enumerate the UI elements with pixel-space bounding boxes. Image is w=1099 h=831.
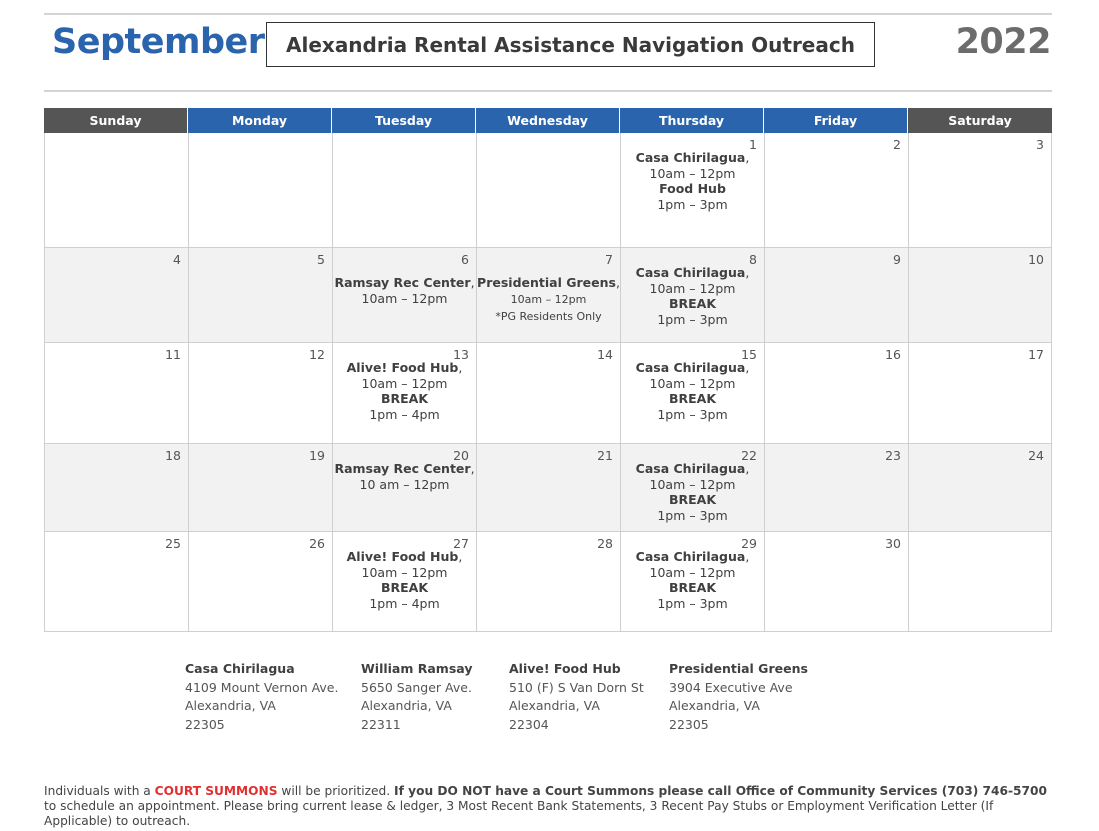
- day-number: 22: [741, 448, 757, 463]
- day-number: 17: [1028, 347, 1044, 362]
- event-time: 1pm – 4pm: [369, 595, 440, 611]
- event-time: 1pm – 3pm: [657, 196, 728, 212]
- event-time: 1pm – 3pm: [657, 595, 728, 611]
- day-cell: [44, 343, 188, 443]
- day-number: 9: [893, 252, 901, 267]
- event-time: 1pm – 3pm: [657, 311, 728, 327]
- event-location: [621, 296, 764, 312]
- event-location: [621, 360, 764, 376]
- event-block: [621, 461, 764, 523]
- location-zip: 22305: [185, 716, 225, 732]
- location-name: Casa Chirilagua: [185, 661, 295, 676]
- location-address-casa: [185, 660, 338, 734]
- event-name: BREAK: [668, 580, 717, 595]
- event-block: [621, 150, 764, 212]
- day-number: 5: [317, 252, 325, 267]
- year-title: 2022: [955, 22, 1051, 62]
- day-cell: [44, 532, 188, 631]
- event-location: [621, 549, 764, 565]
- day-cell: [908, 343, 1052, 443]
- day-cell: [332, 343, 476, 443]
- event-block: [621, 265, 764, 327]
- day-number: 29: [741, 536, 757, 551]
- weekday-header: Wednesday: [476, 108, 620, 133]
- event-time: 1pm – 4pm: [369, 406, 440, 422]
- event-name: Food Hub: [659, 181, 726, 196]
- event-location: [621, 461, 764, 477]
- day-number: 21: [597, 448, 613, 463]
- event-location: [621, 580, 764, 596]
- event-location: [333, 549, 476, 565]
- footer-text: Individuals with a: [44, 784, 155, 798]
- day-number: 14: [597, 347, 613, 362]
- event-time: 10am – 12pm: [649, 280, 736, 296]
- court-summons-highlight: COURT SUMMONS: [154, 784, 278, 798]
- day-cell: [908, 532, 1052, 631]
- day-cell: [44, 248, 188, 342]
- week-row: [44, 444, 1052, 532]
- day-cell: [44, 444, 188, 531]
- day-number: 20: [453, 448, 469, 463]
- day-cell: [908, 133, 1052, 247]
- event-punct: ,: [458, 360, 463, 375]
- day-cell: [44, 133, 188, 247]
- location-name: Presidential Greens: [669, 661, 808, 676]
- day-cell: [908, 248, 1052, 342]
- day-number: 6: [461, 252, 469, 267]
- event-punct: ,: [745, 265, 750, 280]
- day-cell: [188, 133, 332, 247]
- location-name: Alive! Food Hub: [509, 661, 621, 676]
- weekday-header: Tuesday: [332, 108, 476, 133]
- day-cell: [764, 444, 908, 531]
- event-location: [333, 461, 476, 477]
- calendar-title-box: [266, 22, 875, 67]
- event-block: [333, 549, 476, 611]
- event-time: 10am – 12pm: [361, 290, 448, 306]
- location-address-ramsay: [361, 660, 472, 734]
- event-block: [333, 275, 476, 306]
- day-cell: [332, 248, 476, 342]
- event-name: Alive! Food Hub: [346, 549, 459, 564]
- location-street: 5650 Sanger Ave.: [361, 679, 472, 695]
- event-name: Alive! Food Hub: [346, 360, 459, 375]
- location-address-presidential: [669, 660, 808, 734]
- event-location: [621, 391, 764, 407]
- day-number: 18: [165, 448, 181, 463]
- event-time: 10am – 12pm: [361, 564, 448, 580]
- day-cell: [476, 444, 620, 531]
- day-cell: [476, 248, 620, 342]
- footer-text: to schedule an appointment. Please bring current lease & ledger, 3 Most Recent Bank Statements, 3 Recent Pay Stubs or Employment Verification Letter (If Applicable) to outreach.: [44, 799, 994, 828]
- weekday-header: Friday: [764, 108, 908, 133]
- event-time: 10 am – 12pm: [359, 476, 450, 492]
- week-row: [44, 532, 1052, 632]
- day-number: 10: [1028, 252, 1044, 267]
- day-cell: [476, 532, 620, 631]
- weekday-header: Saturday: [908, 108, 1052, 133]
- event-name: Presidential Greens: [477, 275, 616, 290]
- event-name: Casa Chirilagua: [635, 265, 746, 280]
- location-name: William Ramsay: [361, 661, 473, 676]
- calendar-title: Alexandria Rental Assistance Navigation Outreach: [286, 32, 855, 57]
- location-city: Alexandria, VA: [185, 698, 276, 713]
- event-name: Casa Chirilagua: [635, 461, 746, 476]
- day-cell: [188, 444, 332, 531]
- weekday-header-row: [44, 108, 1052, 133]
- footer-note: [44, 784, 1054, 829]
- event-punct: ,: [470, 461, 475, 476]
- event-name: BREAK: [380, 580, 429, 595]
- day-cell: [332, 444, 476, 531]
- week-row: [44, 248, 1052, 343]
- event-punct: ,: [745, 461, 750, 476]
- location-city: Alexandria, VA: [361, 698, 452, 713]
- day-number: 4: [173, 252, 181, 267]
- day-number: 28: [597, 536, 613, 551]
- weekday-header: Monday: [188, 108, 332, 133]
- day-number: 15: [741, 347, 757, 362]
- event-time: 10am – 12pm: [649, 165, 736, 181]
- month-title: September: [52, 22, 265, 62]
- day-cell: [908, 444, 1052, 531]
- event-block: [621, 360, 764, 422]
- day-cell: [188, 532, 332, 631]
- day-number: 16: [885, 347, 901, 362]
- day-number: 7: [605, 252, 613, 267]
- top-rule: [44, 13, 1052, 15]
- day-number: 3: [1036, 137, 1044, 152]
- location-zip: 22305: [669, 716, 709, 732]
- event-location: [621, 265, 764, 281]
- event-block: [621, 549, 764, 611]
- day-cell: [332, 133, 476, 247]
- day-number: 19: [309, 448, 325, 463]
- day-number: 12: [309, 347, 325, 362]
- day-number: 30: [885, 536, 901, 551]
- event-location: [621, 492, 764, 508]
- day-cell: [188, 248, 332, 342]
- day-number: 24: [1028, 448, 1044, 463]
- week-row: [44, 133, 1052, 248]
- location-street: 510 (F) S Van Dorn St: [509, 679, 644, 695]
- footer-text: will be prioritized.: [277, 784, 395, 798]
- day-cell: [764, 343, 908, 443]
- event-name: Casa Chirilagua: [635, 549, 746, 564]
- day-cell: [620, 343, 764, 443]
- event-location: [333, 580, 476, 596]
- event-name: BREAK: [668, 296, 717, 311]
- location-zip: 22311: [361, 716, 401, 732]
- calendar-grid: [44, 108, 1052, 632]
- day-cell: [620, 133, 764, 247]
- day-number: 23: [885, 448, 901, 463]
- event-time: 10am – 12pm: [649, 375, 736, 391]
- event-location: [621, 150, 764, 166]
- event-location: [333, 275, 476, 291]
- location-street: 3904 Executive Ave: [669, 679, 793, 695]
- event-location: [333, 360, 476, 376]
- event-punct: ,: [470, 275, 475, 290]
- event-time: 10am – 12pm: [510, 292, 587, 306]
- event-punct: ,: [615, 275, 620, 290]
- location-address-alive: [509, 660, 644, 734]
- day-number: 8: [749, 252, 757, 267]
- event-name: BREAK: [668, 391, 717, 406]
- weekday-header: Sunday: [44, 108, 188, 133]
- day-cell: [620, 248, 764, 342]
- day-cell: [620, 444, 764, 531]
- event-name: Ramsay Rec Center: [334, 461, 471, 476]
- day-number: 2: [893, 137, 901, 152]
- footer-phone-instruction: If you DO NOT have a Court Summons please call Office of Community Services (703) 746-5700: [394, 784, 1047, 798]
- event-location: [621, 181, 764, 197]
- location-city: Alexandria, VA: [669, 698, 760, 713]
- day-cell: [764, 133, 908, 247]
- event-time: *PG Residents Only: [495, 309, 602, 323]
- event-block: [333, 360, 476, 422]
- event-name: Ramsay Rec Center: [334, 275, 471, 290]
- event-punct: ,: [458, 549, 463, 564]
- day-cell: [476, 133, 620, 247]
- event-time: 1pm – 3pm: [657, 406, 728, 422]
- day-number: 27: [453, 536, 469, 551]
- weekday-header: Thursday: [620, 108, 764, 133]
- location-street: 4109 Mount Vernon Ave.: [185, 679, 339, 695]
- bottom-rule: [44, 90, 1052, 92]
- day-cell: [764, 248, 908, 342]
- event-time: 10am – 12pm: [649, 564, 736, 580]
- event-name: BREAK: [380, 391, 429, 406]
- event-block: [477, 275, 620, 325]
- event-name: Casa Chirilagua: [635, 150, 746, 165]
- day-cell: [620, 532, 764, 631]
- event-location: [477, 275, 620, 291]
- location-city: Alexandria, VA: [509, 698, 600, 713]
- day-cell: [764, 532, 908, 631]
- event-time: 10am – 12pm: [649, 476, 736, 492]
- day-number: 13: [453, 347, 469, 362]
- day-cell: [476, 343, 620, 443]
- day-number: 1: [749, 137, 757, 152]
- event-time: 10am – 12pm: [361, 375, 448, 391]
- event-name: Casa Chirilagua: [635, 360, 746, 375]
- day-cell: [332, 532, 476, 631]
- event-location: [333, 391, 476, 407]
- day-cell: [188, 343, 332, 443]
- event-punct: ,: [745, 360, 750, 375]
- day-number: 25: [165, 536, 181, 551]
- week-row: [44, 343, 1052, 444]
- event-block: [333, 461, 476, 492]
- event-punct: ,: [745, 150, 750, 165]
- location-zip: 22304: [509, 716, 549, 732]
- day-number: 11: [165, 347, 181, 362]
- day-number: 26: [309, 536, 325, 551]
- event-time: 1pm – 3pm: [657, 507, 728, 523]
- event-name: BREAK: [668, 492, 717, 507]
- event-punct: ,: [745, 549, 750, 564]
